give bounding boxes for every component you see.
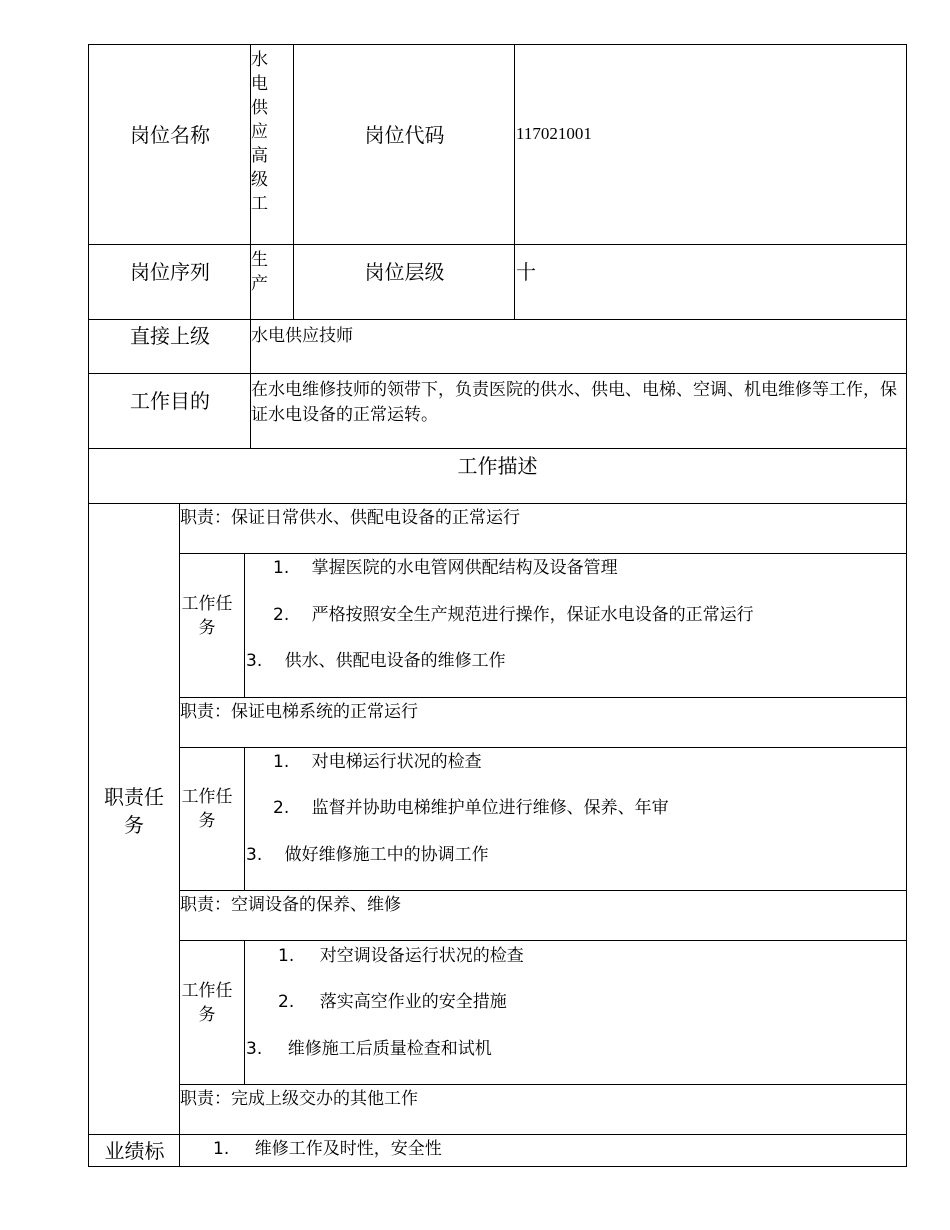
- row-divider: [88, 244, 907, 245]
- position-level-label: 岗位层级: [364, 260, 445, 284]
- performance-label: 业绩标: [104, 1139, 165, 1163]
- row-divider: [179, 940, 907, 941]
- performance-item: 1. 维修工作及时性，安全性: [213, 1139, 442, 1159]
- position-series-value: 生产: [251, 250, 268, 294]
- row-divider: [179, 553, 907, 554]
- duty-title: 职责：空调设备的保养、维修: [180, 895, 401, 915]
- table-left-border: [88, 44, 89, 1167]
- duty-title: 职责：保证日常供水、供配电设备的正常运行: [180, 508, 520, 528]
- position-name-value: 水电供应高级工: [251, 50, 268, 214]
- col-divider: [293, 44, 294, 320]
- task-item: 3. 维修施工后质量检查和试机: [246, 1039, 492, 1059]
- duty-title: 职责：保证电梯系统的正常运行: [180, 702, 418, 722]
- task-item: 1. 掌握医院的水电管网供配结构及设备管理: [273, 558, 618, 578]
- task-label: 工作任务: [181, 981, 233, 1025]
- description-title: 工作描述: [457, 454, 538, 478]
- position-name-label: 岗位名称: [130, 123, 210, 147]
- task-item: 2. 严格按照安全生产规范进行操作，保证水电设备的正常运行: [273, 605, 754, 625]
- row-divider: [88, 319, 907, 320]
- task-item: 3. 供水、供配电设备的维修工作: [246, 651, 506, 671]
- position-code-label: 岗位代码: [364, 123, 445, 147]
- task-item: 1. 对电梯运行状况的检查: [273, 752, 482, 772]
- purpose-label: 工作目的: [130, 389, 210, 413]
- row-divider: [179, 747, 907, 748]
- col-divider: [514, 44, 515, 320]
- row-divider: [179, 890, 907, 891]
- task-label: 工作任务: [181, 594, 233, 638]
- row-divider: [88, 373, 907, 374]
- col-divider: [244, 747, 245, 891]
- task-item: 1. 对空调设备运行状况的检查: [278, 946, 524, 966]
- col-divider: [244, 940, 245, 1085]
- duty-title: 职责：完成上级交办的其他工作: [180, 1089, 418, 1109]
- row-divider: [179, 697, 907, 698]
- task-item: 2. 落实高空作业的安全措施: [278, 992, 507, 1012]
- superior-value: 水电供应技师: [251, 326, 353, 346]
- table-right-border: [906, 44, 907, 1167]
- row-divider: [179, 1084, 907, 1085]
- position-code-value: 117021001: [516, 124, 592, 143]
- row-divider: [88, 448, 907, 449]
- table-top-border: [88, 44, 907, 45]
- duties-label: 职责任务: [104, 785, 164, 837]
- task-item: 3. 做好维修施工中的协调工作: [246, 845, 489, 865]
- col-divider: [244, 553, 245, 698]
- task-item: 2. 监督并协助电梯维护单位进行维修、保养、年审: [273, 798, 669, 818]
- table-bottom-border: [88, 1166, 907, 1167]
- position-series-label: 岗位序列: [130, 260, 210, 284]
- superior-label: 直接上级: [130, 324, 210, 348]
- row-divider: [88, 503, 907, 504]
- purpose-value: 在水电维修技师的领带下，负责医院的供水、供电、电梯、空调、机电维修等工作，保证水电设备的正常运转。: [251, 380, 897, 425]
- col-divider: [179, 503, 180, 1167]
- row-divider: [88, 1134, 907, 1135]
- task-label: 工作任务: [181, 787, 233, 831]
- position-level-value: 十: [516, 260, 536, 284]
